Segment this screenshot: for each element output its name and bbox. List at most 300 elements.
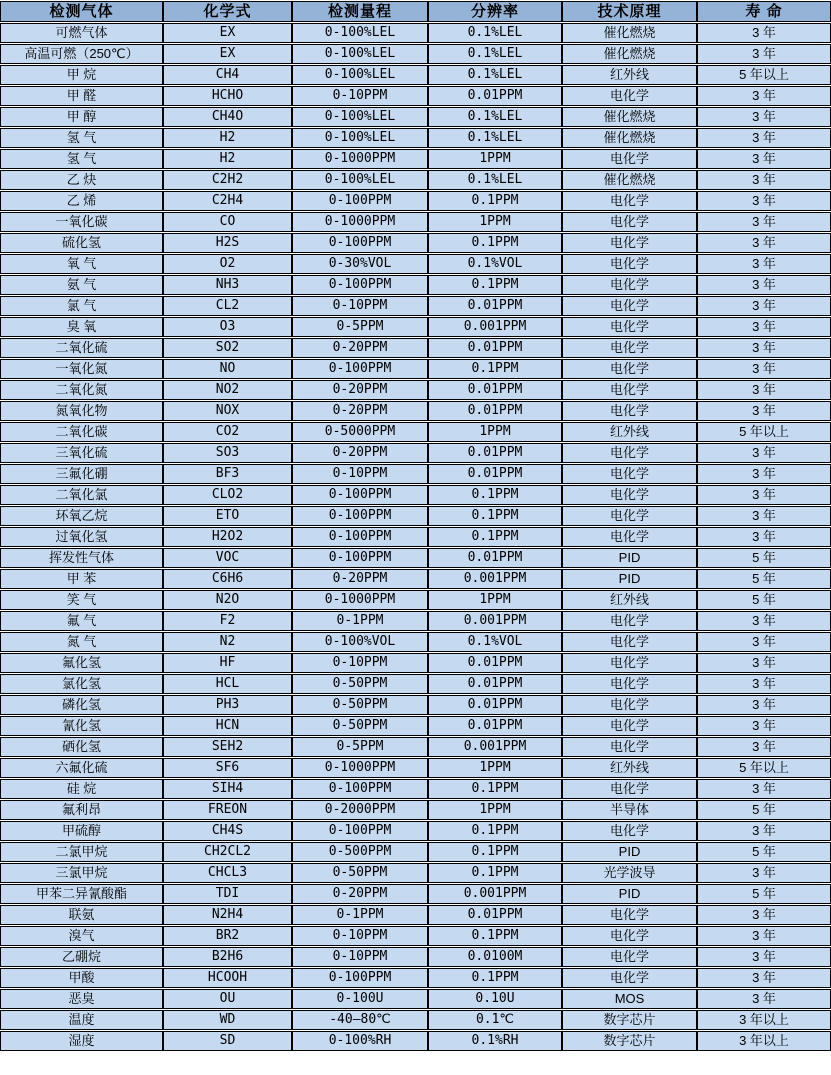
cell-resolution: 0.1%RH (428, 1031, 562, 1051)
table-row (0, 527, 831, 547)
cell-range: 0-1PPM (292, 611, 428, 631)
cell-resolution: 0.1PPM (428, 359, 562, 379)
table-row (0, 695, 831, 715)
cell-principle: 电化学 (562, 947, 697, 967)
cell-resolution: 0.01PPM (428, 380, 562, 400)
cell-principle: 电化学 (562, 674, 697, 694)
cell-life: 3 年 (697, 359, 831, 379)
table-row (0, 254, 831, 274)
cell-formula: VOC (163, 548, 292, 568)
cell-gas: 氟利昂 (0, 800, 163, 820)
cell-range: 0-20PPM (292, 884, 428, 904)
cell-principle: 数字芯片 (562, 1031, 697, 1051)
cell-life: 3 年 (697, 716, 831, 736)
cell-range: 0-100PPM (292, 527, 428, 547)
cell-resolution: 0.10U (428, 989, 562, 1009)
table-row (0, 128, 831, 148)
cell-resolution: 0.1%VOL (428, 254, 562, 274)
cell-life: 3 年 (697, 968, 831, 988)
cell-range: -40—80℃ (292, 1010, 428, 1030)
cell-principle: 电化学 (562, 737, 697, 757)
cell-formula: BR2 (163, 926, 292, 946)
cell-principle: 电化学 (562, 317, 697, 337)
cell-formula: TDI (163, 884, 292, 904)
table-row (0, 401, 831, 421)
cell-formula: NOX (163, 401, 292, 421)
table-body (0, 23, 831, 1051)
cell-formula: C2H4 (163, 191, 292, 211)
cell-gas: 笑 气 (0, 590, 163, 610)
cell-life: 3 年 (697, 464, 831, 484)
table-row (0, 674, 831, 694)
cell-range: 0-500PPM (292, 842, 428, 862)
table-row (0, 653, 831, 673)
cell-formula: FREON (163, 800, 292, 820)
cell-gas: 二氧化氯 (0, 485, 163, 505)
cell-range: 0-50PPM (292, 695, 428, 715)
cell-principle: 电化学 (562, 485, 697, 505)
cell-life: 3 年 (697, 149, 831, 169)
cell-formula: CLO2 (163, 485, 292, 505)
cell-life: 3 年 (697, 170, 831, 190)
cell-gas: 环氧乙烷 (0, 506, 163, 526)
column-header-resolution: 分辨率 (428, 1, 562, 22)
cell-formula: SD (163, 1031, 292, 1051)
cell-life: 3 年 (697, 254, 831, 274)
cell-resolution: 0.1PPM (428, 926, 562, 946)
table-row (0, 737, 831, 757)
cell-life: 3 年 (697, 233, 831, 253)
table-row (0, 422, 831, 442)
cell-resolution: 0.01PPM (428, 548, 562, 568)
column-header-principle: 技术原理 (562, 1, 697, 22)
cell-formula: EX (163, 23, 292, 43)
cell-principle: 电化学 (562, 926, 697, 946)
cell-formula: ETO (163, 506, 292, 526)
cell-formula: N2H4 (163, 905, 292, 925)
cell-range: 0-10PPM (292, 86, 428, 106)
table-row (0, 359, 831, 379)
table-row (0, 506, 831, 526)
cell-principle: 电化学 (562, 359, 697, 379)
cell-range: 0-100U (292, 989, 428, 1009)
table-row (0, 569, 831, 589)
table-row (0, 212, 831, 232)
cell-gas: 甲 醇 (0, 107, 163, 127)
cell-life: 3 年 (697, 380, 831, 400)
cell-resolution: 0.01PPM (428, 86, 562, 106)
cell-gas: 二氧化硫 (0, 338, 163, 358)
cell-range: 0-100PPM (292, 968, 428, 988)
cell-range: 0-100%LEL (292, 23, 428, 43)
cell-formula: SEH2 (163, 737, 292, 757)
table-row (0, 968, 831, 988)
cell-principle: 电化学 (562, 296, 697, 316)
cell-formula: H2S (163, 233, 292, 253)
cell-principle: 催化燃烧 (562, 107, 697, 127)
cell-resolution: 0.1PPM (428, 968, 562, 988)
cell-principle: 电化学 (562, 464, 697, 484)
cell-life: 5 年以上 (697, 65, 831, 85)
cell-principle: 电化学 (562, 212, 697, 232)
cell-range: 0-1000PPM (292, 149, 428, 169)
cell-formula: H2O2 (163, 527, 292, 547)
cell-resolution: 0.1%LEL (428, 107, 562, 127)
cell-formula: NH3 (163, 275, 292, 295)
table-row (0, 44, 831, 64)
cell-resolution: 0.1PPM (428, 233, 562, 253)
table-row (0, 275, 831, 295)
cell-resolution: 0.1%LEL (428, 170, 562, 190)
cell-life: 3 年 (697, 989, 831, 1009)
column-header-gas: 检测气体 (0, 1, 163, 22)
cell-range: 0-50PPM (292, 674, 428, 694)
cell-resolution: 0.0100M (428, 947, 562, 967)
table-row (0, 464, 831, 484)
table-row (0, 590, 831, 610)
cell-principle: 催化燃烧 (562, 23, 697, 43)
table-row (0, 170, 831, 190)
cell-life: 3 年 (697, 653, 831, 673)
cell-formula: CO2 (163, 422, 292, 442)
cell-resolution: 0.1%LEL (428, 128, 562, 148)
cell-life: 3 年 (697, 737, 831, 757)
cell-gas: 氯 气 (0, 296, 163, 316)
table-row (0, 296, 831, 316)
cell-life: 3 年 (697, 86, 831, 106)
cell-gas: 氮氧化物 (0, 401, 163, 421)
cell-life: 3 年 (697, 863, 831, 883)
cell-principle: 光学波导 (562, 863, 697, 883)
cell-principle: 红外线 (562, 65, 697, 85)
cell-gas: 氟 气 (0, 611, 163, 631)
cell-resolution: 0.001PPM (428, 611, 562, 631)
cell-principle: 电化学 (562, 275, 697, 295)
cell-gas: 二氯甲烷 (0, 842, 163, 862)
cell-gas: 硅 烷 (0, 779, 163, 799)
column-header-life: 寿 命 (697, 1, 831, 22)
cell-gas: 二氧化氮 (0, 380, 163, 400)
table-row (0, 191, 831, 211)
table-row (0, 821, 831, 841)
cell-gas: 挥发性气体 (0, 548, 163, 568)
cell-resolution: 1PPM (428, 212, 562, 232)
cell-gas: 氟化氢 (0, 653, 163, 673)
table-row (0, 443, 831, 463)
table-row (0, 884, 831, 904)
table-row (0, 800, 831, 820)
cell-range: 0-100%LEL (292, 170, 428, 190)
cell-range: 0-100PPM (292, 191, 428, 211)
cell-gas: 高温可燃（250℃） (0, 44, 163, 64)
table-row (0, 947, 831, 967)
cell-formula: N2O (163, 590, 292, 610)
cell-formula: BF3 (163, 464, 292, 484)
cell-principle: 红外线 (562, 422, 697, 442)
cell-resolution: 0.1PPM (428, 191, 562, 211)
cell-principle: 半导体 (562, 800, 697, 820)
cell-life: 5 年 (697, 569, 831, 589)
cell-life: 3 年 (697, 695, 831, 715)
cell-formula: CL2 (163, 296, 292, 316)
cell-range: 0-100PPM (292, 275, 428, 295)
table-row (0, 485, 831, 505)
cell-formula: NO (163, 359, 292, 379)
cell-life: 3 年 (697, 485, 831, 505)
cell-resolution: 0.01PPM (428, 695, 562, 715)
cell-gas: 乙 烯 (0, 191, 163, 211)
cell-principle: 电化学 (562, 149, 697, 169)
cell-formula: CH4 (163, 65, 292, 85)
table-row (0, 632, 831, 652)
cell-life: 3 年 (697, 947, 831, 967)
cell-life: 3 年 (697, 632, 831, 652)
column-header-formula: 化学式 (163, 1, 292, 22)
cell-gas: 二氧化碳 (0, 422, 163, 442)
cell-range: 0-20PPM (292, 401, 428, 421)
cell-resolution: 0.001PPM (428, 884, 562, 904)
cell-gas: 氨 气 (0, 275, 163, 295)
cell-principle: 电化学 (562, 716, 697, 736)
cell-gas: 甲酸 (0, 968, 163, 988)
cell-gas: 甲 醛 (0, 86, 163, 106)
cell-principle: 红外线 (562, 758, 697, 778)
cell-range: 0-10PPM (292, 947, 428, 967)
cell-gas: 恶臭 (0, 989, 163, 1009)
table-row (0, 65, 831, 85)
cell-gas: 温度 (0, 1010, 163, 1030)
cell-life: 3 年 (697, 443, 831, 463)
cell-gas: 过氧化氢 (0, 527, 163, 547)
cell-formula: O2 (163, 254, 292, 274)
cell-range: 0-20PPM (292, 380, 428, 400)
cell-formula: HCOOH (163, 968, 292, 988)
cell-gas: 湿度 (0, 1031, 163, 1051)
cell-range: 0-1000PPM (292, 758, 428, 778)
table-row (0, 611, 831, 631)
cell-life: 3 年 (697, 275, 831, 295)
cell-range: 0-100PPM (292, 485, 428, 505)
cell-resolution: 0.01PPM (428, 653, 562, 673)
cell-resolution: 0.01PPM (428, 674, 562, 694)
cell-formula: SO2 (163, 338, 292, 358)
cell-range: 0-100PPM (292, 821, 428, 841)
cell-range: 0-10PPM (292, 653, 428, 673)
cell-gas: 六氟化硫 (0, 758, 163, 778)
table-row (0, 233, 831, 253)
cell-resolution: 0.1%LEL (428, 65, 562, 85)
cell-range: 0-20PPM (292, 443, 428, 463)
cell-range: 0-5PPM (292, 737, 428, 757)
cell-life: 3 年 (697, 338, 831, 358)
cell-life: 3 年 (697, 23, 831, 43)
table-row (0, 23, 831, 43)
table-row (0, 758, 831, 778)
cell-gas: 氯化氢 (0, 674, 163, 694)
cell-principle: 电化学 (562, 611, 697, 631)
cell-range: 0-2000PPM (292, 800, 428, 820)
cell-principle: 催化燃烧 (562, 44, 697, 64)
cell-life: 3 年 (697, 905, 831, 925)
cell-life: 3 年 (697, 674, 831, 694)
cell-formula: HCN (163, 716, 292, 736)
cell-formula: C2H2 (163, 170, 292, 190)
column-header-range: 检测量程 (292, 1, 428, 22)
cell-resolution: 0.1%VOL (428, 632, 562, 652)
cell-life: 5 年 (697, 884, 831, 904)
table-row (0, 989, 831, 1009)
cell-principle: 数字芯片 (562, 1010, 697, 1030)
cell-formula: SO3 (163, 443, 292, 463)
cell-formula: HCHO (163, 86, 292, 106)
cell-formula: SF6 (163, 758, 292, 778)
cell-life: 5 年以上 (697, 758, 831, 778)
cell-life: 3 年 (697, 128, 831, 148)
cell-formula: CH4O (163, 107, 292, 127)
cell-resolution: 0.001PPM (428, 737, 562, 757)
cell-principle: 电化学 (562, 233, 697, 253)
cell-principle: 电化学 (562, 905, 697, 925)
cell-range: 0-100PPM (292, 506, 428, 526)
cell-life: 5 年 (697, 590, 831, 610)
cell-principle: 催化燃烧 (562, 170, 697, 190)
cell-principle: 电化学 (562, 632, 697, 652)
cell-principle: PID (562, 548, 697, 568)
cell-resolution: 1PPM (428, 422, 562, 442)
cell-life: 5 年 (697, 842, 831, 862)
cell-principle: PID (562, 842, 697, 862)
cell-range: 0-20PPM (292, 338, 428, 358)
cell-formula: CHCL3 (163, 863, 292, 883)
cell-principle: 电化学 (562, 86, 697, 106)
cell-gas: 一氧化碳 (0, 212, 163, 232)
cell-life: 3 年以上 (697, 1031, 831, 1051)
cell-principle: 电化学 (562, 443, 697, 463)
cell-formula: PH3 (163, 695, 292, 715)
cell-range: 0-10PPM (292, 464, 428, 484)
cell-gas: 氢 气 (0, 128, 163, 148)
cell-gas: 硒化氢 (0, 737, 163, 757)
cell-resolution: 1PPM (428, 800, 562, 820)
cell-life: 3 年以上 (697, 1010, 831, 1030)
table-row (0, 905, 831, 925)
cell-resolution: 0.001PPM (428, 317, 562, 337)
cell-life: 3 年 (697, 44, 831, 64)
cell-principle: 电化学 (562, 401, 697, 421)
cell-range: 0-10PPM (292, 296, 428, 316)
cell-life: 3 年 (697, 506, 831, 526)
cell-formula: N2 (163, 632, 292, 652)
cell-resolution: 0.1℃ (428, 1010, 562, 1030)
cell-life: 3 年 (697, 926, 831, 946)
cell-principle: 电化学 (562, 968, 697, 988)
cell-gas: 联氨 (0, 905, 163, 925)
cell-life: 3 年 (697, 317, 831, 337)
table-row (0, 338, 831, 358)
cell-gas: 一氧化氮 (0, 359, 163, 379)
cell-principle: 电化学 (562, 527, 697, 547)
cell-formula: F2 (163, 611, 292, 631)
cell-resolution: 0.1%LEL (428, 23, 562, 43)
cell-gas: 磷化氢 (0, 695, 163, 715)
cell-formula: C6H6 (163, 569, 292, 589)
table-row (0, 317, 831, 337)
table-row (0, 149, 831, 169)
cell-principle: 电化学 (562, 254, 697, 274)
header-row (0, 1, 831, 22)
cell-formula: CH2CL2 (163, 842, 292, 862)
table-row (0, 716, 831, 736)
cell-life: 3 年 (697, 296, 831, 316)
cell-gas: 氮 气 (0, 632, 163, 652)
cell-resolution: 0.01PPM (428, 464, 562, 484)
cell-range: 0-100PPM (292, 779, 428, 799)
cell-formula: H2 (163, 149, 292, 169)
cell-principle: 催化燃烧 (562, 128, 697, 148)
cell-gas: 三氧化硫 (0, 443, 163, 463)
cell-formula: OU (163, 989, 292, 1009)
cell-life: 5 年 (697, 548, 831, 568)
cell-life: 3 年 (697, 191, 831, 211)
table-row (0, 863, 831, 883)
cell-resolution: 0.1PPM (428, 527, 562, 547)
cell-gas: 臭 氧 (0, 317, 163, 337)
cell-principle: 电化学 (562, 338, 697, 358)
cell-resolution: 0.1PPM (428, 275, 562, 295)
cell-principle: 电化学 (562, 506, 697, 526)
cell-principle: 电化学 (562, 380, 697, 400)
cell-life: 3 年 (697, 527, 831, 547)
cell-range: 0-100%LEL (292, 128, 428, 148)
cell-principle: 电化学 (562, 821, 697, 841)
table-row (0, 1031, 831, 1051)
cell-range: 0-100%LEL (292, 107, 428, 127)
cell-life: 3 年 (697, 611, 831, 631)
cell-formula: NO2 (163, 380, 292, 400)
table-row (0, 86, 831, 106)
cell-principle: PID (562, 569, 697, 589)
cell-formula: SIH4 (163, 779, 292, 799)
cell-principle: 电化学 (562, 191, 697, 211)
cell-range: 0-1000PPM (292, 212, 428, 232)
cell-principle: 电化学 (562, 695, 697, 715)
cell-resolution: 0.01PPM (428, 296, 562, 316)
cell-life: 5 年 (697, 800, 831, 820)
cell-principle: 红外线 (562, 590, 697, 610)
cell-gas: 氧 气 (0, 254, 163, 274)
table-row (0, 842, 831, 862)
cell-range: 0-1PPM (292, 905, 428, 925)
cell-formula: CH4S (163, 821, 292, 841)
cell-range: 0-100PPM (292, 359, 428, 379)
cell-range: 0-30%VOL (292, 254, 428, 274)
cell-range: 0-50PPM (292, 716, 428, 736)
cell-range: 0-50PPM (292, 863, 428, 883)
cell-resolution: 0.01PPM (428, 905, 562, 925)
cell-resolution: 0.01PPM (428, 401, 562, 421)
table-row (0, 548, 831, 568)
cell-range: 0-100%LEL (292, 44, 428, 64)
cell-gas: 氢 气 (0, 149, 163, 169)
cell-resolution: 1PPM (428, 758, 562, 778)
cell-gas: 乙 炔 (0, 170, 163, 190)
cell-resolution: 1PPM (428, 590, 562, 610)
cell-resolution: 1PPM (428, 149, 562, 169)
cell-resolution: 0.1PPM (428, 863, 562, 883)
cell-resolution: 0.1PPM (428, 506, 562, 526)
cell-gas: 三氯甲烷 (0, 863, 163, 883)
cell-gas: 三氟化硼 (0, 464, 163, 484)
